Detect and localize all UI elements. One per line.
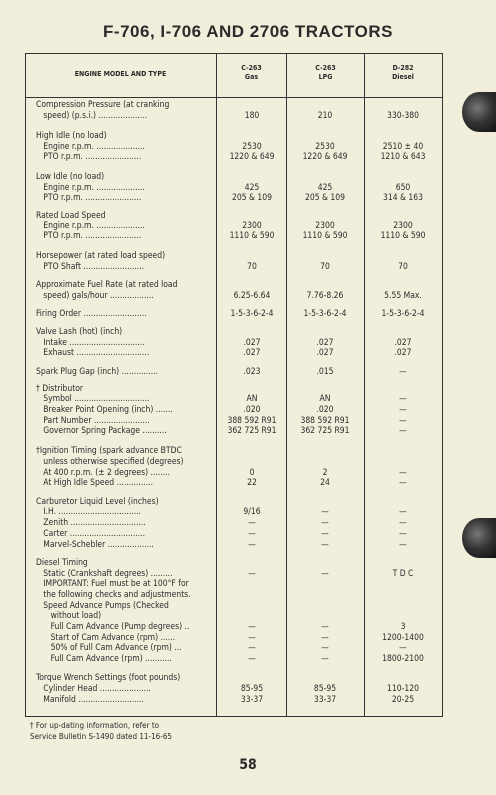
spec-value-c2: — bbox=[321, 518, 329, 528]
spec-row-label: Marvel-Schebler ................... bbox=[36, 540, 154, 550]
spec-value-c3: — bbox=[399, 507, 407, 517]
spec-value-c1: .027 bbox=[243, 348, 261, 358]
header-engine-model: ENGINE MODEL AND TYPE bbox=[74, 70, 167, 78]
header-divider bbox=[25, 97, 442, 98]
spec-value-c1: 205 & 109 bbox=[231, 193, 272, 203]
spec-row-label: Horsepower (at rated load speed) bbox=[36, 251, 166, 261]
spec-row-label: PTO r.p.m. ....................... bbox=[36, 193, 142, 203]
spec-row-label: Low Idle (no load) bbox=[36, 172, 105, 182]
spec-value-c1: 85-95 bbox=[240, 684, 264, 694]
spec-row-label: Governor Spring Package .......... bbox=[36, 426, 167, 436]
spec-value-c2: 2530 bbox=[315, 142, 335, 152]
spec-row-label: the following checks and adjustments. bbox=[36, 590, 191, 600]
spec-row-label: Breaker Point Opening (inch) ....... bbox=[36, 405, 173, 415]
spec-row-label: Full Cam Advance (rpm) ........... bbox=[36, 654, 172, 664]
spec-value-c2: 70 bbox=[320, 262, 330, 272]
spec-value-c3: — bbox=[399, 426, 407, 436]
spec-value-c2: — bbox=[321, 529, 329, 539]
spec-value-c2: 425 bbox=[317, 183, 333, 193]
spec-row-label: High Idle (no load) bbox=[36, 131, 107, 141]
spec-row-label: †Ignition Timing (spark advance BTDC bbox=[36, 446, 182, 456]
spec-value-c3: — bbox=[399, 367, 407, 377]
thumb-tab-marker bbox=[462, 92, 496, 132]
spec-value-c1: 0 bbox=[249, 468, 255, 478]
spec-row-label: Rated Load Speed bbox=[36, 211, 106, 221]
spec-value-c2: 2300 bbox=[315, 221, 335, 231]
spec-value-c3: 70 bbox=[398, 262, 408, 272]
spec-value-c1: 2530 bbox=[242, 142, 262, 152]
spec-row-label: Exhaust .............................. bbox=[36, 348, 150, 358]
spec-row-label: Intake ............................... bbox=[36, 338, 145, 348]
spec-value-c1: 33-37 bbox=[240, 695, 264, 705]
spec-value-c3: 2510 ± 40 bbox=[382, 142, 424, 152]
spec-row-label: PTO r.p.m. ....................... bbox=[36, 152, 142, 162]
spec-row-label: Start of Cam Advance (rpm) ...... bbox=[36, 633, 176, 643]
spec-value-c3: — bbox=[399, 405, 407, 415]
spec-row-label: Engine r.p.m. .................... bbox=[36, 142, 145, 152]
spec-value-c2: 388 592 R91 bbox=[300, 416, 350, 426]
spec-row-label: speed) (p.s.i.) .................... bbox=[36, 111, 148, 121]
spec-value-c1: .023 bbox=[243, 367, 261, 377]
spec-value-c2: .015 bbox=[316, 367, 334, 377]
spec-row-label: IMPORTANT: Fuel must be at 100°F for bbox=[36, 579, 189, 589]
header-fuel-type: Gas bbox=[244, 73, 259, 81]
spec-value-c2: 33-37 bbox=[313, 695, 337, 705]
spec-value-c3: — bbox=[399, 643, 407, 653]
spec-row-label: Compression Pressure (at cranking bbox=[36, 100, 170, 110]
spec-value-c3: 1110 & 590 bbox=[380, 231, 426, 241]
spec-row-label: Manifold ........................... bbox=[36, 695, 144, 705]
spec-value-c2: — bbox=[321, 654, 329, 664]
spec-value-c1: 9/16 bbox=[243, 507, 261, 517]
spec-row-label: Static (Crankshaft degrees) ......... bbox=[36, 569, 173, 579]
spec-value-c1: 362 725 R91 bbox=[227, 426, 277, 436]
spec-row-label: Full Cam Advance (Pump degrees) .. bbox=[36, 622, 190, 632]
spec-value-c1: — bbox=[248, 540, 256, 550]
spec-value-c1: — bbox=[248, 529, 256, 539]
spec-value-c2: — bbox=[321, 622, 329, 632]
spec-value-c3: .027 bbox=[394, 348, 412, 358]
spec-value-c3: — bbox=[399, 478, 407, 488]
spec-value-c2: .020 bbox=[316, 405, 334, 415]
spec-row-label: Firing Order .......................... bbox=[36, 309, 147, 319]
spec-value-c3: 1-5-3-6-2-4 bbox=[381, 309, 425, 319]
spec-value-c1: 388 592 R91 bbox=[227, 416, 277, 426]
spec-value-c2: AN bbox=[319, 394, 331, 404]
spec-value-c1: — bbox=[248, 633, 256, 643]
spec-value-c3: 2300 bbox=[393, 221, 413, 231]
spec-value-c1: 1110 & 590 bbox=[229, 231, 275, 241]
spec-value-c1: — bbox=[248, 622, 256, 632]
spec-value-c3: — bbox=[399, 468, 407, 478]
spec-row-label: Engine r.p.m. .................... bbox=[36, 183, 145, 193]
spec-value-c2: 1-5-3-6-2-4 bbox=[303, 309, 347, 319]
spec-row-label: At High Idle Speed ............... bbox=[36, 478, 153, 488]
spec-row-label: Part Number ....................... bbox=[36, 416, 150, 426]
spec-value-c2: — bbox=[321, 569, 329, 579]
spec-value-c3: — bbox=[399, 540, 407, 550]
spec-value-c1: 22 bbox=[247, 478, 257, 488]
header-fuel-type: Diesel bbox=[392, 73, 414, 81]
spec-value-c1: — bbox=[248, 654, 256, 664]
spec-row-label: Spark Plug Gap (inch) ............... bbox=[36, 367, 159, 377]
spec-row-label: Approximate Fuel Rate (at rated load bbox=[36, 280, 178, 290]
spec-value-c2: — bbox=[321, 643, 329, 653]
spec-value-c3: — bbox=[399, 518, 407, 528]
spec-value-c2: .027 bbox=[316, 338, 334, 348]
spec-row-label: Engine r.p.m. .................... bbox=[36, 221, 145, 231]
page-title: F-706, I-706 AND 2706 TRACTORS bbox=[103, 22, 393, 41]
spec-value-c1: 425 bbox=[244, 183, 260, 193]
spec-value-c3: 110-120 bbox=[387, 684, 419, 694]
spec-value-c2: 24 bbox=[320, 478, 330, 488]
spec-row-label: PTO r.p.m. ....................... bbox=[36, 231, 142, 241]
spec-value-c1: 180 bbox=[244, 111, 260, 121]
spec-row-label: Diesel Timing bbox=[36, 558, 88, 568]
spec-value-c1: 2300 bbox=[242, 221, 262, 231]
spec-value-c3: 330-380 bbox=[387, 111, 419, 121]
spec-value-c1: — bbox=[248, 643, 256, 653]
header-model-code: D-282 bbox=[392, 64, 414, 72]
spec-value-c2: — bbox=[321, 507, 329, 517]
spec-value-c2: .027 bbox=[316, 348, 334, 358]
spec-value-c2: 7.76-8.26 bbox=[306, 291, 344, 301]
spec-value-c2: — bbox=[321, 633, 329, 643]
spec-row-label: † Distributor bbox=[36, 384, 84, 394]
header-col-lpg bbox=[287, 64, 364, 82]
spec-row-label: Speed Advance Pumps (Checked bbox=[36, 601, 169, 611]
spec-value-c2: 362 725 R91 bbox=[300, 426, 350, 436]
spec-value-c3: 20-25 bbox=[391, 695, 415, 705]
spec-value-c2: 1220 & 649 bbox=[302, 152, 348, 162]
spec-value-c3: 5.55 Max. bbox=[384, 291, 422, 301]
spec-value-c1: .020 bbox=[243, 405, 261, 415]
spec-row-label: unless otherwise specified (degrees) bbox=[36, 457, 184, 467]
spec-row-label: Cylinder Head ..................... bbox=[36, 684, 151, 694]
thumb-tab-marker bbox=[462, 518, 496, 558]
spec-value-c1: 6.25-6.64 bbox=[233, 291, 271, 301]
spec-row-label: Torque Wrench Settings (foot pounds) bbox=[36, 673, 181, 683]
spec-row-label: Zenith ............................... bbox=[36, 518, 146, 528]
spec-value-c1: 70 bbox=[247, 262, 257, 272]
spec-row-label: PTO Shaft ......................... bbox=[36, 262, 145, 272]
spec-value-c3: 3 bbox=[400, 622, 406, 632]
header-model-code: C-263 bbox=[241, 64, 262, 72]
spec-value-c2: 205 & 109 bbox=[304, 193, 345, 203]
spec-value-c3: 1200-1400 bbox=[382, 633, 424, 643]
spec-value-c1: .027 bbox=[243, 338, 261, 348]
spec-value-c3: T D C bbox=[392, 569, 414, 579]
spec-value-c3: — bbox=[399, 529, 407, 539]
spec-value-c2: 210 bbox=[317, 111, 333, 121]
spec-value-c1: AN bbox=[246, 394, 258, 404]
spec-row-label: without load) bbox=[36, 611, 102, 621]
header-model-code: C-263 bbox=[315, 64, 336, 72]
spec-value-c3: 1210 & 643 bbox=[380, 152, 426, 162]
spec-row-label: speed) gals/hour .................. bbox=[36, 291, 154, 301]
footnote-line: † For up-dating information, refer to bbox=[30, 721, 160, 730]
header-fuel-type: LPG bbox=[318, 73, 333, 81]
spec-value-c2: 85-95 bbox=[313, 684, 337, 694]
spec-value-c1: 1220 & 649 bbox=[229, 152, 275, 162]
header-col-diesel bbox=[365, 64, 441, 82]
spec-value-c2: 1110 & 590 bbox=[302, 231, 348, 241]
footnote-line: Service Bulletin S-1490 dated 11-16-65 bbox=[30, 732, 172, 741]
spec-value-c3: 650 bbox=[395, 183, 411, 193]
spec-value-c3: 1800-2100 bbox=[382, 654, 424, 664]
page-number: 58 bbox=[239, 757, 257, 773]
spec-row-label: I.H. .................................. bbox=[36, 507, 141, 517]
spec-value-c3: — bbox=[399, 394, 407, 404]
spec-value-c2: 2 bbox=[322, 468, 328, 478]
spec-value-c3: 314 & 163 bbox=[382, 193, 423, 203]
spec-row-label: 50% of Full Cam Advance (rpm) ... bbox=[36, 643, 182, 653]
spec-value-c3: — bbox=[399, 416, 407, 426]
spec-row-label: At 400 r.p.m. (± 2 degrees) ........ bbox=[36, 468, 170, 478]
spec-row-label: Valve Lash (hot) (inch) bbox=[36, 327, 123, 337]
spec-value-c2: — bbox=[321, 540, 329, 550]
spec-value-c3: .027 bbox=[394, 338, 412, 348]
spec-row-label: Carburetor Liquid Level (inches) bbox=[36, 497, 159, 507]
column-divider bbox=[364, 53, 365, 716]
spec-value-c1: — bbox=[248, 569, 256, 579]
spec-row-label: Symbol ............................... bbox=[36, 394, 150, 404]
spec-value-c1: — bbox=[248, 518, 256, 528]
header-col-gas bbox=[217, 64, 286, 82]
spec-row-label: Carter ............................... bbox=[36, 529, 145, 539]
spec-value-c1: 1-5-3-6-2-4 bbox=[230, 309, 274, 319]
